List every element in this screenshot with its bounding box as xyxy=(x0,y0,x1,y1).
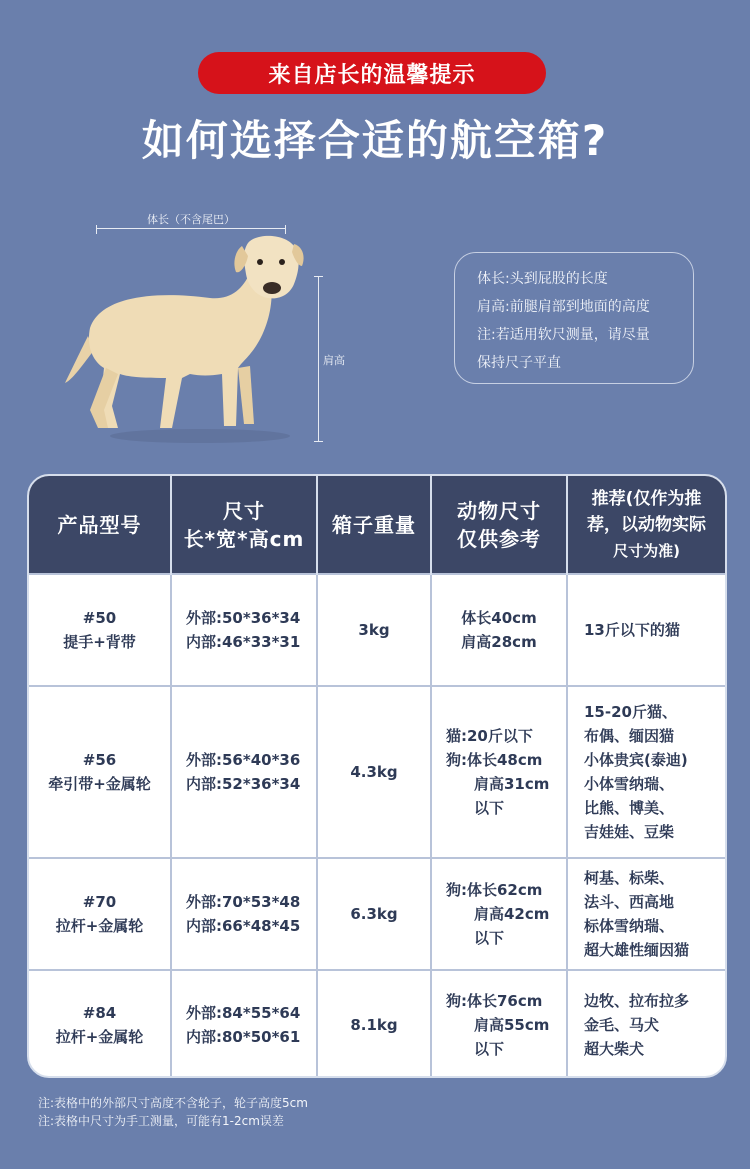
weight-cell: 3kg xyxy=(317,574,431,686)
model-cell: #56 牵引带+金属轮 xyxy=(29,686,171,858)
animal-size-cell: 狗:体长76cm 肩高55cm 以下 xyxy=(431,970,567,1078)
page-title: 如何选择合适的航空箱? xyxy=(141,116,609,165)
measurement-notes xyxy=(454,252,694,384)
header-model: 产品型号 xyxy=(29,476,171,574)
crate-size-table xyxy=(27,474,727,1078)
weight-cell: 4.3kg xyxy=(317,686,431,858)
header-animal-size: 动物尺寸 仅供参考 xyxy=(431,476,567,574)
header-recommendation: 推荐(仅作为推 荐，以动物实际 尺寸为准) xyxy=(567,476,725,574)
model-cell: #70 拉杆+金属轮 xyxy=(29,858,171,970)
table-row xyxy=(29,686,725,858)
header-weight: 箱子重量 xyxy=(317,476,431,574)
animal-size-cell: 猫:20斤以下 狗:体长48cm 肩高31cm 以下 xyxy=(431,686,567,858)
shoulder-height-label: 肩高 xyxy=(323,354,345,367)
footnote-wheel-height: 注:表格中的外部尺寸高度不含轮子，轮子高度5cm xyxy=(38,1096,308,1110)
table-header-row xyxy=(29,476,725,574)
labrador-dog-image xyxy=(60,228,310,448)
header-size: 尺寸 长*宽*高cm xyxy=(171,476,317,574)
recommendation-cell: 15-20斤猫、 布偶、缅因猫 小体贵宾(泰迪) 小体雪纳瑞、 比熊、博美、 吉娃娃、豆柴 xyxy=(567,686,725,858)
model-cell: #84 拉杆+金属轮 xyxy=(29,970,171,1078)
animal-size-cell: 体长40cm 肩高28cm xyxy=(431,574,567,686)
recommendation-cell: 柯基、标柴、 法斗、西高地 标体雪纳瑞、 超大雄性缅因猫 xyxy=(567,858,725,970)
footnote-measurement-error: 注:表格中尺寸为手工测量，可能有1-2cm误差 xyxy=(38,1114,284,1128)
table-row xyxy=(29,970,725,1078)
table-row xyxy=(29,574,725,686)
note-tape-measure: 注:若适用软尺测量，请尽量 xyxy=(477,327,650,343)
recommendation-cell: 13斤以下的猫 xyxy=(567,574,725,686)
note-keep-straight: 保持尺子平直 xyxy=(477,355,561,371)
model-cell: #50 提手+背带 xyxy=(29,574,171,686)
table-row xyxy=(29,858,725,970)
note-body-length: 体长:头到屁股的长度 xyxy=(477,271,608,287)
weight-cell: 8.1kg xyxy=(317,970,431,1078)
recommendation-cell: 边牧、拉布拉多 金毛、马犬 超大柴犬 xyxy=(567,970,725,1078)
tip-badge: 来自店长的温馨提示 xyxy=(198,52,546,94)
size-cell: 外部:56*40*36 内部:52*36*34 xyxy=(171,686,317,858)
weight-cell: 6.3kg xyxy=(317,858,431,970)
size-cell: 外部:50*36*34 内部:46*33*31 xyxy=(171,574,317,686)
body-length-label: 体长（不含尾巴） xyxy=(147,213,235,226)
note-shoulder-height: 肩高:前腿肩部到地面的高度 xyxy=(477,299,650,315)
size-cell: 外部:84*55*64 内部:80*50*61 xyxy=(171,970,317,1078)
animal-size-cell: 狗:体长62cm 肩高42cm 以下 xyxy=(431,858,567,970)
size-cell: 外部:70*53*48 内部:66*48*45 xyxy=(171,858,317,970)
